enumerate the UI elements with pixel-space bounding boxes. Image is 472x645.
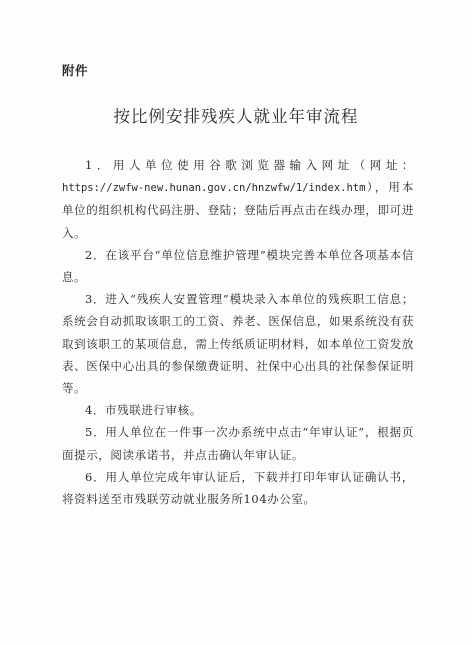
attachment-label: 附件	[62, 63, 89, 78]
paragraph-step-6: 6．用人单位完成年审认证后，下载并打印年审认证确认书，将资料送至市残联劳动就业服务所104办公室。	[62, 469, 414, 507]
website-url: https://zwfw-new.hunan.gov.cn/hnzwfw/1/index.htm	[62, 182, 366, 195]
step-1-text-after-url: ），用本单位的组织机构代码注册、登陆；登陆后再点击在线办理，即可进入。	[62, 180, 414, 240]
document-body	[62, 154, 414, 510]
paragraph-step-4: 4．市残联进行审核。	[85, 403, 202, 418]
document-title: 按比例安排残疾人就业年审流程	[113, 107, 359, 126]
paragraph-step-5: 5．用人单位在一件事一次办系统中点击“年审认证”，根据页面提示，阅读承诺书，并点击确认年审认证。	[62, 425, 414, 462]
paragraph-step-2: 2．在该平台“单位信息维护管理”模块完善本单位各项基本信息。	[62, 247, 414, 285]
paragraph-step-1	[62, 154, 414, 244]
paragraph-step-3: 3．进入“残疾人安置管理”模块录入本单位的残疾职工信息；系统会自动抓取该职工的工资、养老、医保信息，如果系统没有获取到该职工的某项信息，需上传纸质证明材料，如本单位工资发放表、医保中心出具的参保缴费证明、社保中心出具的社保参保证明等。	[62, 292, 414, 396]
step-1-text-before-url: 1．用人单位使用谷歌浏览器输入网址（网址：	[85, 158, 414, 172]
